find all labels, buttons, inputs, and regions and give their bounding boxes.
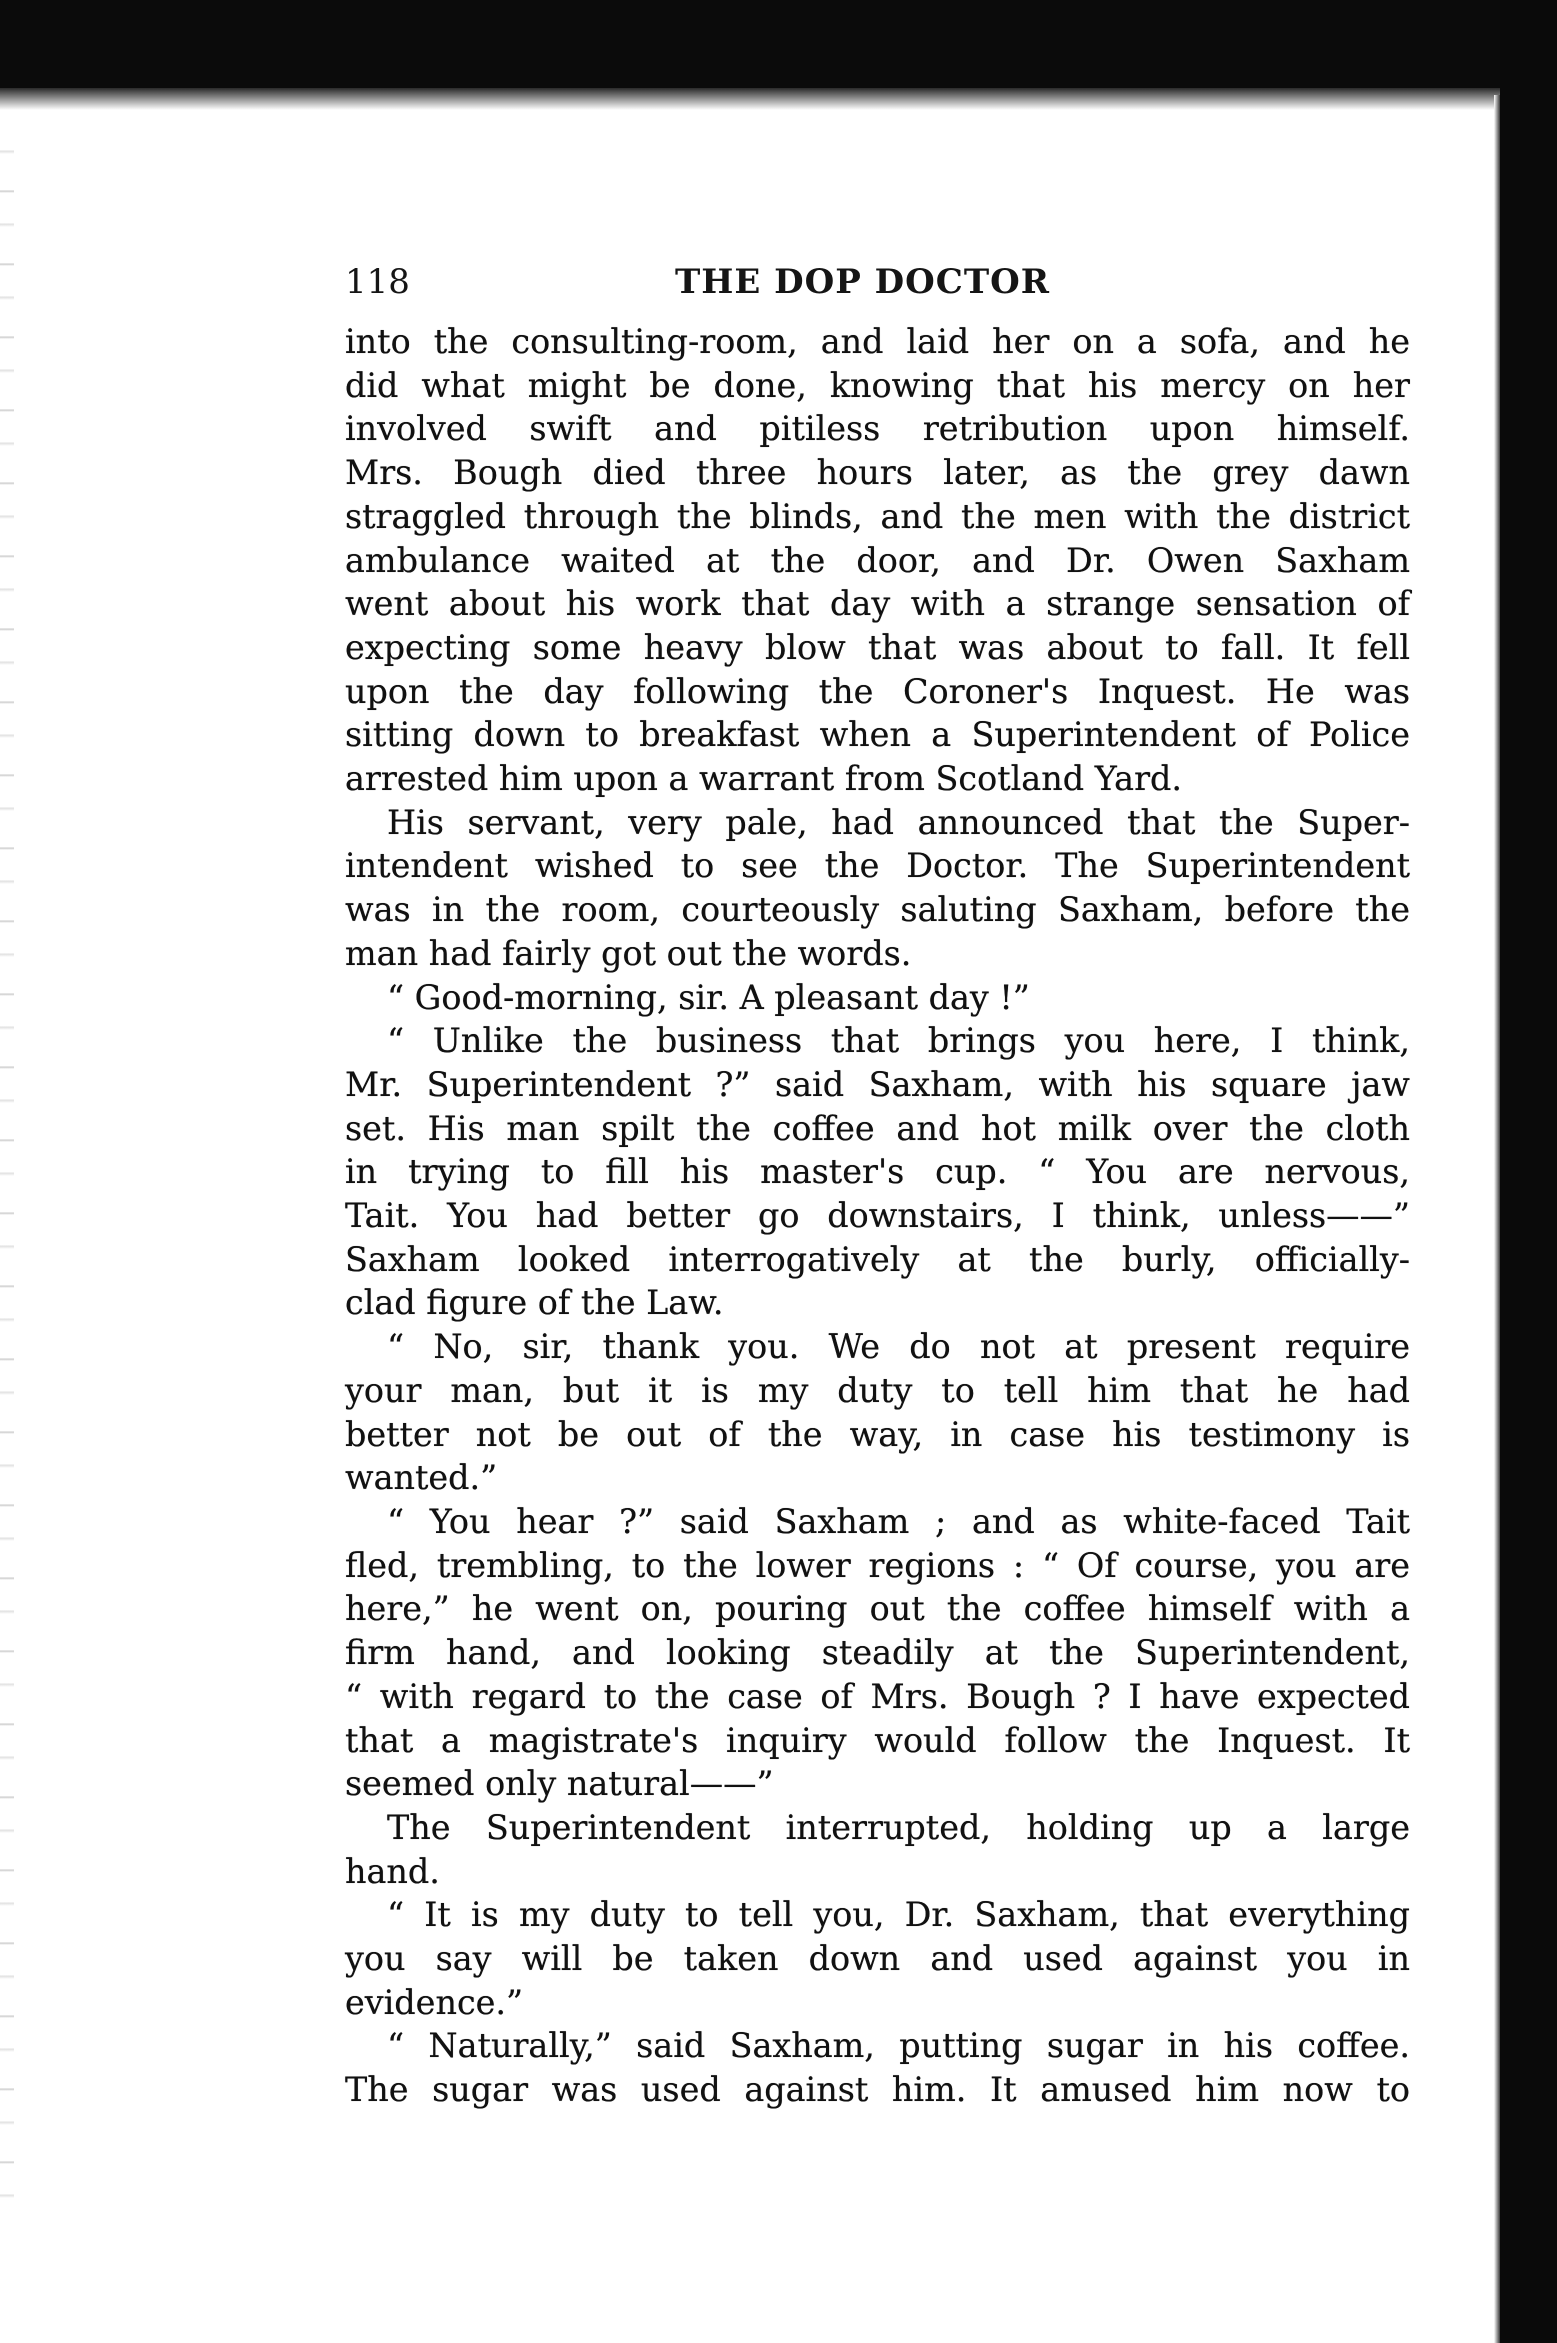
text-line: The sugar was used against him. It amused him now to <box>345 2070 1410 2110</box>
text-line: “ Naturally,” said Saxham, putting sugar in his coffee. <box>387 2026 1410 2066</box>
text-line: was in the room, courteously saluting Saxham, before the <box>345 890 1410 930</box>
text-line: Mr. Superintendent ?” said Saxham, with his square jaw <box>345 1064 1410 1104</box>
text-line: involved swift and pitiless retribution upon himself. <box>345 409 1410 449</box>
text-line: here,” he went on, pouring out the coffee himself with a <box>345 1589 1410 1629</box>
text-line: better not be out of the way, in case his testimony is <box>345 1414 1410 1454</box>
text-line: His servant, very pale, had announced that the Super- <box>387 802 1410 842</box>
text-line: seemed only natural——” <box>345 1764 774 1804</box>
body-text <box>345 320 1410 2112</box>
text-line: clad figure of the Law. <box>345 1283 724 1323</box>
page-number: 118 <box>345 262 410 302</box>
text-line: “ with regard to the case of Mrs. Bough ? I have expected <box>345 1676 1410 1716</box>
text-line: upon the day following the Coroner's Inquest. He was <box>345 671 1410 711</box>
scan-top-shadow <box>0 88 1520 110</box>
scan-right-border <box>1500 0 1557 2343</box>
text-line: “ It is my duty to tell you, Dr. Saxham, that everything <box>387 1895 1410 1935</box>
text-line: Saxham looked interrogatively at the burly, officially- <box>345 1239 1410 1279</box>
text-line: your man, but it is my duty to tell him that he had <box>345 1370 1410 1410</box>
left-margin-artifacts <box>0 120 14 2220</box>
scan-top-border <box>0 0 1557 88</box>
running-title: THE DOP DOCTOR <box>675 262 1051 302</box>
text-line: straggled through the blinds, and the men with the district <box>345 496 1410 536</box>
text-line: Tait. You had better go downstairs, I think, unless——” <box>345 1196 1410 1236</box>
text-line: ambulance waited at the door, and Dr. Owen Saxham <box>345 540 1410 580</box>
text-line: “ No, sir, thank you. We do not at present require <box>387 1327 1410 1367</box>
text-line: man had fairly got out the words. <box>345 933 912 973</box>
text-line: in trying to fill his master's cup. “ You are nervous, <box>345 1152 1410 1192</box>
text-line: you say will be taken down and used against you in <box>345 1939 1410 1979</box>
text-line: went about his work that day with a strange sensation of <box>345 584 1410 624</box>
text-line: arrested him upon a warrant from Scotland Yard. <box>345 759 1183 799</box>
text-line: Mrs. Bough died three hours later, as the grey dawn <box>345 453 1410 493</box>
text-line: “ Good-morning, sir. A pleasant day !” <box>387 977 1030 1017</box>
page-header <box>345 262 1410 312</box>
text-line: evidence.” <box>345 1982 524 2022</box>
text-line: that a magistrate's inquiry would follow the Inquest. It <box>345 1720 1410 1760</box>
text-line: firm hand, and looking steadily at the Superintendent, <box>345 1633 1410 1673</box>
text-line: intendent wished to see the Doctor. The Superintendent <box>345 846 1410 886</box>
text-line: into the consulting-room, and laid her on a sofa, and he <box>345 322 1410 361</box>
text-line: did what might be done, knowing that his mercy on her <box>345 365 1410 405</box>
text-line: “ Unlike the business that brings you here, I think, <box>387 1021 1410 1061</box>
text-line: expecting some heavy blow that was about to fall. It fell <box>345 627 1410 667</box>
text-line: The Superintendent interrupted, holding up a large <box>387 1807 1410 1847</box>
text-line: fled, trembling, to the lower regions : “ Of course, you are <box>345 1545 1410 1585</box>
text-line: wanted.” <box>345 1458 498 1498</box>
text-line: “ You hear ?” said Saxham ; and as white-faced Tait <box>387 1501 1410 1541</box>
text-line: set. His man spilt the coffee and hot milk over the cloth <box>345 1108 1410 1148</box>
text-line: hand. <box>345 1851 440 1891</box>
text-line: sitting down to breakfast when a Superintendent of Police <box>345 715 1410 755</box>
